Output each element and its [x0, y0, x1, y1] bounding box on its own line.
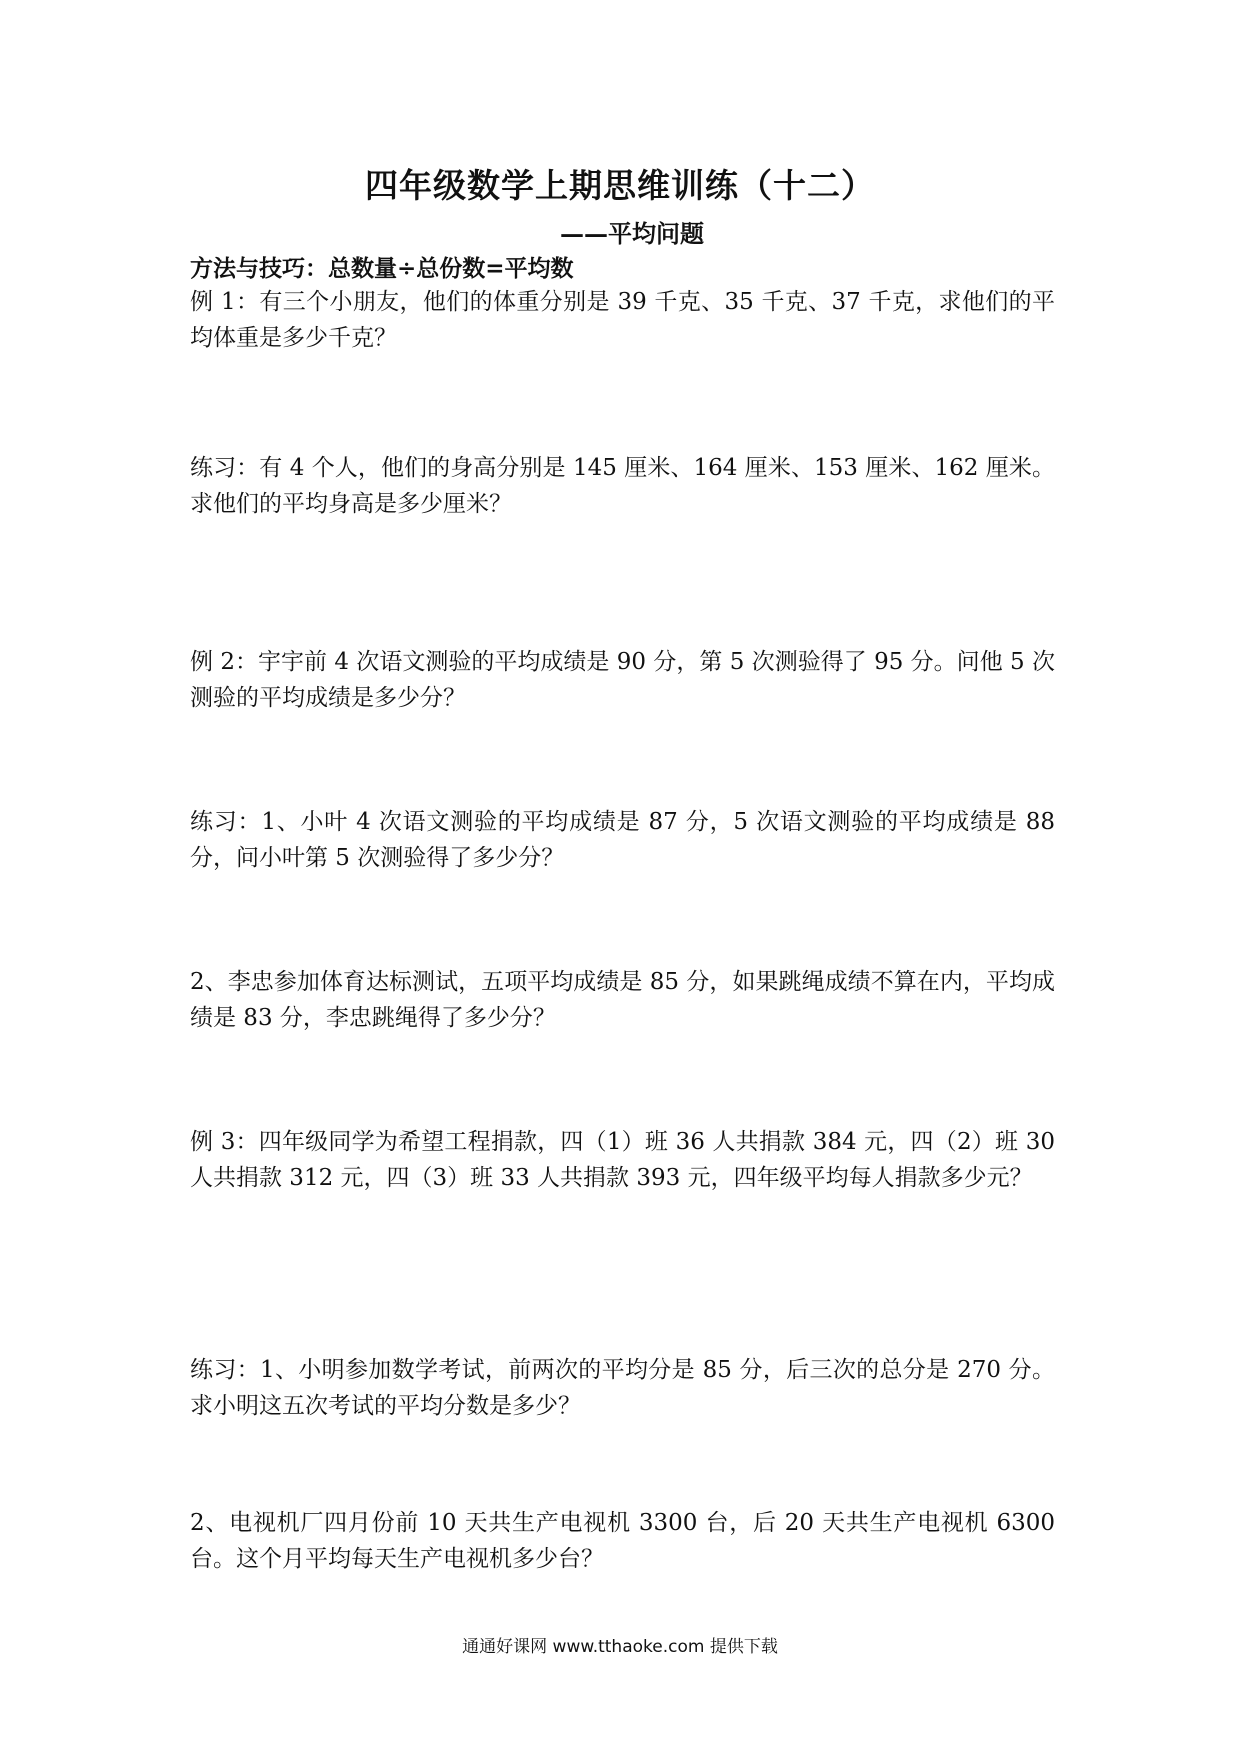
practice-3-2: 2、电视机厂四月份前 10 天共生产电视机 3300 台，后 20 天共生产电视机 6300 台。这个月平均每天生产电视机多少台？: [190, 1510, 1055, 1572]
practice-1: 练习：有 4 个人，他们的身高分别是 145 厘米、164 厘米、153 厘米、162 厘米。求他们的平均身高是多少厘米？: [190, 455, 1055, 517]
example-3: 例 3：四年级同学为希望工程捐款，四（1）班 36 人共捐款 384 元，四（2）班 30 人共捐款 312 元，四（3）班 33 人共捐款 393 元，四年级平均每人捐款多少元？: [190, 1129, 1055, 1191]
practice-3-1: 练习：1、小明参加数学考试，前两次的平均分是 85 分，后三次的总分是 270 分。求小明这五次考试的平均分数是多少？: [190, 1357, 1055, 1419]
practice-2-1: 练习：1、小叶 4 次语文测验的平均成绩是 87 分，5 次语文测验的平均成绩是 88 分，问小叶第 5 次测验得了多少分？: [190, 809, 1055, 871]
page-title: 四年级数学上期思维训练（十二）: [365, 166, 875, 205]
method-tip: 方法与技巧：总数量÷总份数=平均数: [190, 255, 574, 282]
page-subtitle: ——平均问题: [560, 219, 704, 248]
example-1: 例 1：有三个小朋友，他们的体重分别是 39 千克、35 千克、37 千克，求他们的平均体重是多少千克？: [190, 289, 1055, 351]
footer-source: 通通好课网 www.tthaoke.com 提供下载: [462, 1637, 778, 1657]
example-2: 例 2：宇宇前 4 次语文测验的平均成绩是 90 分，第 5 次测验得了 95 分。问他 5 次测验的平均成绩是多少分？: [190, 649, 1055, 711]
practice-2-2: 2、李忠参加体育达标测试，五项平均成绩是 85 分，如果跳绳成绩不算在内，平均成绩是 83 分，李忠跳绳得了多少分？: [190, 969, 1055, 1031]
